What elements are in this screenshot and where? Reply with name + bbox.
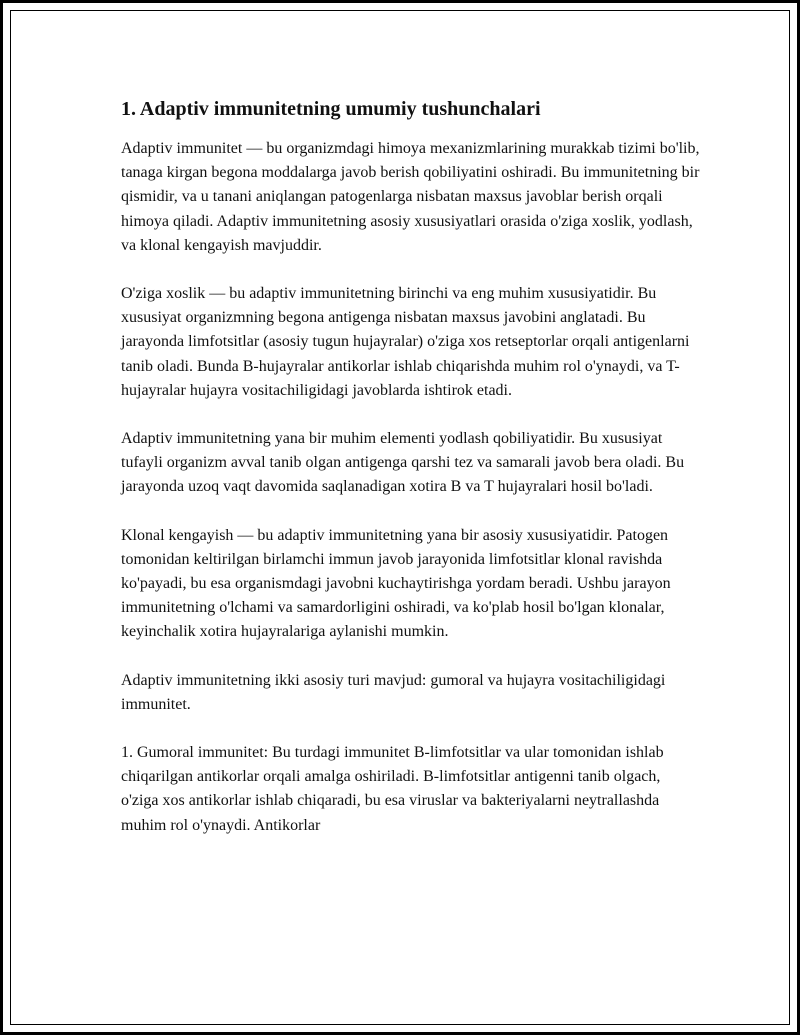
paragraph-types: Adaptiv immunitetning ikki asosiy turi mavjud: gumoral va hujayra vositachiligidagi immunitet. <box>121 671 666 713</box>
paragraph-clonal-expansion: Klonal kengayish — bu adaptiv immunitetning yana bir asosiy xususiyatidir. Patogen tomonidan keltirilgan birlamchi immun javob jarayonida limfotsitlar klonal ravishda ko'payadi, bu esa organismdagi javobni kuchaytirishga yordam beradi. Ushbu jarayon immunitetning o'lchami va samardorligini oshiradi, va ko'plab hosil bo'lgan klonalar, keyinchalik xotira hujayralariga aylanishi mumkin. <box>121 526 671 641</box>
paragraph-humoral: 1. Gumoral immunitet: Bu turdagi immunitet B-limfotsitlar va ular tomonidan ishlab chiqarilgan antikorlar orqali amalga oshiriladi. B-limfotsitlar antigenni tanib olgach, o'ziga xos antikorlar ishlab chiqaradi, bu esa viruslar va bakteriyalarni neytrallashda muhim rol o'ynaydi. Antikorlar <box>121 744 664 834</box>
section-heading: 1. Adaptiv immunitetning umumiy tushunchalari <box>121 98 541 120</box>
paragraph-specificity: O'ziga xoslik — bu adaptiv immunitetning birinchi va eng muhim xususiyatidir. Bu xususiyat organizmning begona antigenga nisbatan maxsus javobini anglatadi. Bu jarayonda limfotsitlar (asosiy tugun hujayralar) o'ziga xos retseptorlar orqali antigenlarni tanib oladi. Bunda B-hujayralar antikorlar ishlab chiqarishda muhim rol o'ynaydi, va T-hujayralar hujayra vositachiligidagi javoblarda ishtirok etadi. <box>121 285 690 399</box>
paragraph-intro: Adaptiv immunitet — bu organizmdagi himoya mexanizmlarining murakkab tizimi bo'lib, tanaga kirgan begona moddalarga javob berish qobiliyatini oshiradi. Bu immunitetning bir qismidir, va u tanani aniqlangan patogenlarga nisbatan maxsus javoblar berish orqali himoya qiladi. Adaptiv immunitetning asosiy xususiyatlari orasida o'ziga xoslik, yodlash, va klonal kengayish mavjuddir. <box>121 140 700 254</box>
document-body <box>121 95 701 862</box>
paragraph-memory: Adaptiv immunitetning yana bir muhim elementi yodlash qobiliyatidir. Bu xususiyat tufayli organizm avval tanib olgan antigenga qarshi tez va samarali javob bera oladi. Bu jarayonda uzoq vaqt davomida saqlanadigan xotira B va T hujayralari hosil bo'ladi. <box>121 430 685 496</box>
